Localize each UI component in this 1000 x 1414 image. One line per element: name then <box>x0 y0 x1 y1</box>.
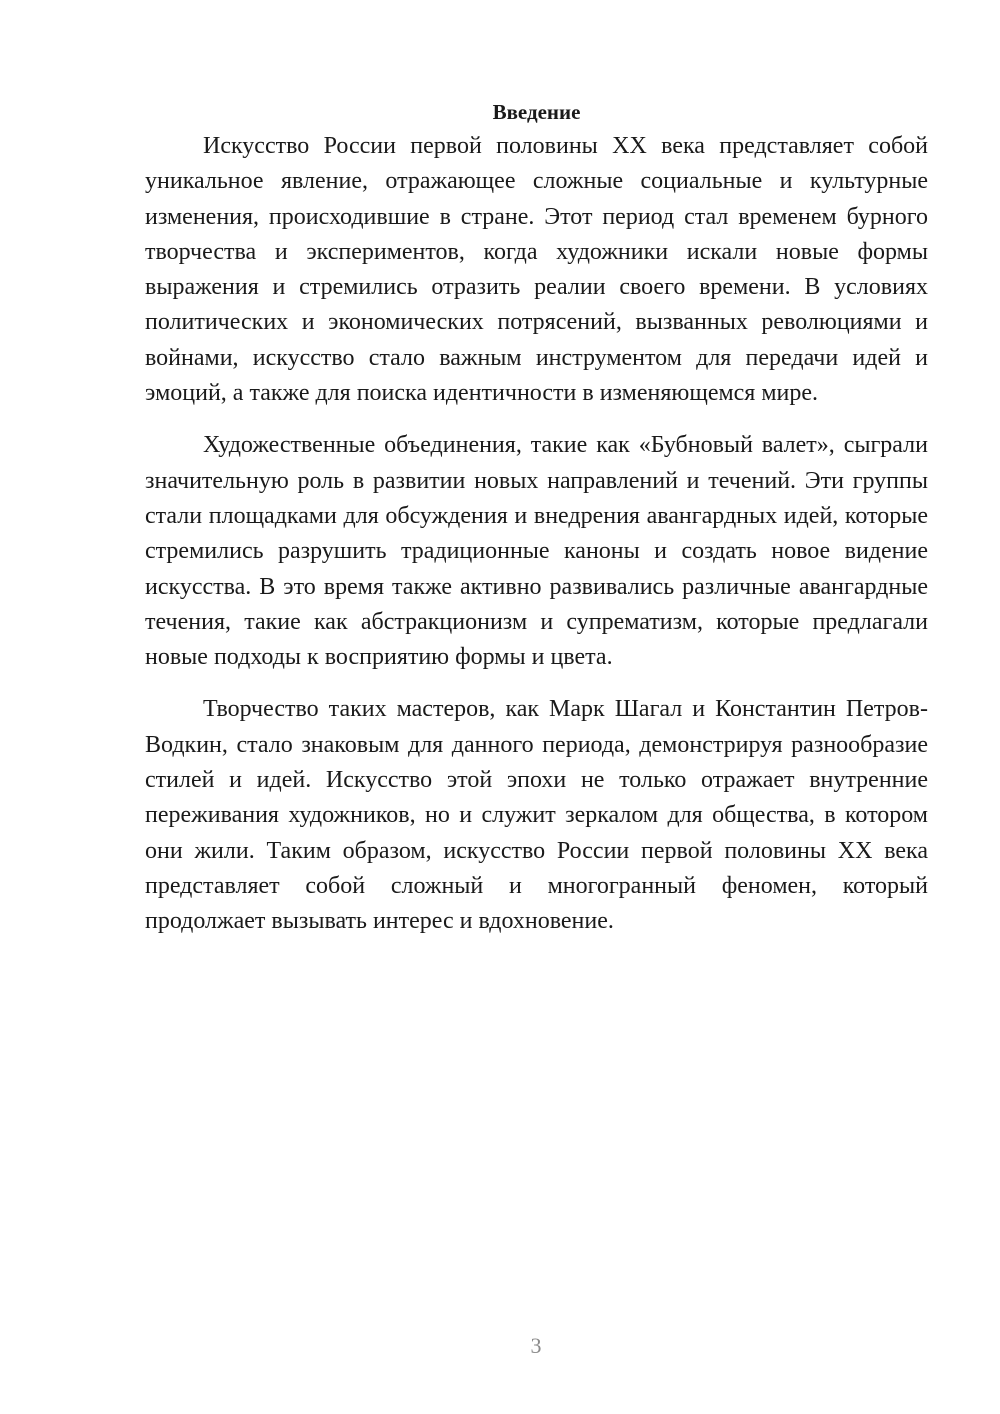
page-content <box>145 95 928 940</box>
section-heading: Введение <box>492 100 581 124</box>
paragraph-1: Искусство России первой половины XX века представляет собой уникальное явление, отражающее сложные социальные и культурные изменения, происходившие в стране. Этот период стал временем бурного творчества и экспериментов, когда художники искали новые формы выражения и стремились отразить реалии своего времени. В условиях политических и экономических потрясений, вызванных революциями и войнами, искусство стало важным инструментом для передачи идей и эмоций, а также для поиска идентичности в изменяющемся мире. <box>145 133 928 407</box>
paragraph-2: Художественные объединения, такие как «Бубновый валет», сыграли значительную роль в развитии новых направлений и течений. Эти группы стали площадками для обсуждения и внедрения авангардных идей, которые стремились разрушить традиционные каноны и создать новое видение искусства. В это время также активно развивались различные авангардные течения, такие как абстракционизм и супрематизм, которые предлагали новые подходы к восприятию формы и цвета. <box>145 432 928 671</box>
page-number: 3 <box>530 1333 542 1358</box>
paragraph-3: Творчество таких мастеров, как Марк Шагал и Константин Петров-Водкин, стало знаковым для данного периода, демонстрируя разнообразие стилей и идей. Искусство этой эпохи не только отражает внутренние переживания художников, но и служит зеркалом для общества, в котором они жили. Таким образом, искусство России первой половины XX века представляет собой сложный и многогранный феномен, который продолжает вызывать интерес и вдохновение. <box>145 696 928 935</box>
